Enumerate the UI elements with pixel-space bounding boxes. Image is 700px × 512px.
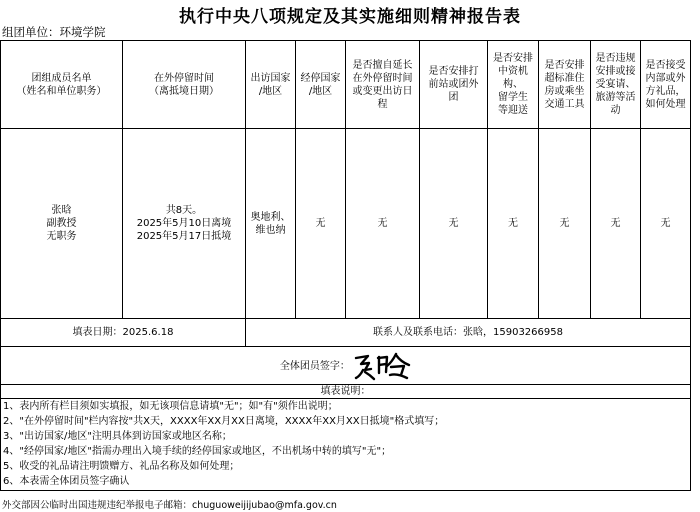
organizer-value: 环境学院 xyxy=(59,25,106,39)
page-title: 执行中央八项规定及其实施细则精神报告表 xyxy=(179,7,521,27)
note-item: 2、"在外停留时间"栏内容按"共X天，XXXX年XX月XX日离境，XXXX年XX月XX日抵境"格式填写； xyxy=(3,416,445,427)
report-email-footer: 外交部因公临时出国违规违纪举报电子邮箱：chuguoweijijubao@mfa.gov.cn xyxy=(2,500,337,511)
cell-overstandard: 无 xyxy=(539,129,591,319)
contact-label: 联系人及联系电话： xyxy=(373,327,463,338)
member-row xyxy=(1,129,691,319)
cell-greeting: 无 xyxy=(488,129,539,319)
note-item: 5、收受的礼品请注明馈赠方、礼品名称及如何处理； xyxy=(3,461,240,472)
fill-date-label: 填表日期： xyxy=(72,327,123,338)
contact-cell xyxy=(246,319,691,347)
header-countries: 出访国家 /地区 xyxy=(246,41,296,129)
header-gifts: 是否接受 内部或外 方礼品， 如何处理 xyxy=(641,41,691,129)
contact-value: 张晗，15903266958 xyxy=(463,327,563,338)
cell-stay: 共8天。 2025年5月10日离境 2025年5月17日抵境 xyxy=(123,129,246,319)
header-stay: 在外停留时间 （离抵境日期） xyxy=(123,41,246,129)
organizer-line xyxy=(2,24,106,40)
header-extend: 是否擅自延长 在外停留时间 或变更出访日 程 xyxy=(346,41,420,129)
note-item: 1、表内所有栏目须如实填报，如无该项信息请填"无"；如"有"须作出说明； xyxy=(3,401,338,412)
header-overstandard: 是否安排 超标准住 房或乘坐 交通工具 xyxy=(539,41,591,129)
notes-row xyxy=(1,399,691,491)
report-table xyxy=(0,40,691,491)
header-greeting: 是否安排 中资机构、 留学生 等迎送 xyxy=(488,41,539,129)
header-transit: 经停国家 /地区 xyxy=(296,41,346,129)
note-item: 6、本表需全体团员签字确认 xyxy=(3,476,130,487)
fill-date-value: 2025.6.18 xyxy=(122,327,174,338)
header-advance: 是否安排打 前站或团外 团 xyxy=(420,41,488,129)
cell-advance: 无 xyxy=(420,129,488,319)
header-row xyxy=(1,41,691,129)
notes-title: 填表说明： xyxy=(1,385,691,399)
cell-countries: 奥地利、 维也纳 xyxy=(246,129,296,319)
signature-cell xyxy=(1,347,691,385)
cell-gifts: 无 xyxy=(641,129,691,319)
notes-title-row xyxy=(1,385,691,399)
signature-label: 全体团员签字： xyxy=(279,360,350,372)
cell-banquet: 无 xyxy=(591,129,641,319)
cell-transit: 无 xyxy=(296,129,346,319)
fill-date-cell xyxy=(1,319,246,347)
notes-cell xyxy=(1,399,691,491)
header-member: 团组成员名单 （姓名和单位职务） xyxy=(1,41,123,129)
header-banquet: 是否违规 安排或接 受宴请、 旅游等活 动 xyxy=(591,41,641,129)
signature-row xyxy=(1,347,691,385)
organizer-label: 组团单位： xyxy=(2,25,60,39)
handwritten-signature xyxy=(353,351,411,381)
note-item: 4、"经停国家/地区"指需办理出入境手续的经停国家或地区，不出机场中转的填写"无"； xyxy=(3,446,392,457)
date-contact-row xyxy=(1,319,691,347)
note-item: 3、"出访国家/地区"注明具体到访国家或地区名称； xyxy=(3,431,232,442)
cell-extend: 无 xyxy=(346,129,420,319)
cell-member: 张晗 副教授 无职务 xyxy=(1,129,123,319)
